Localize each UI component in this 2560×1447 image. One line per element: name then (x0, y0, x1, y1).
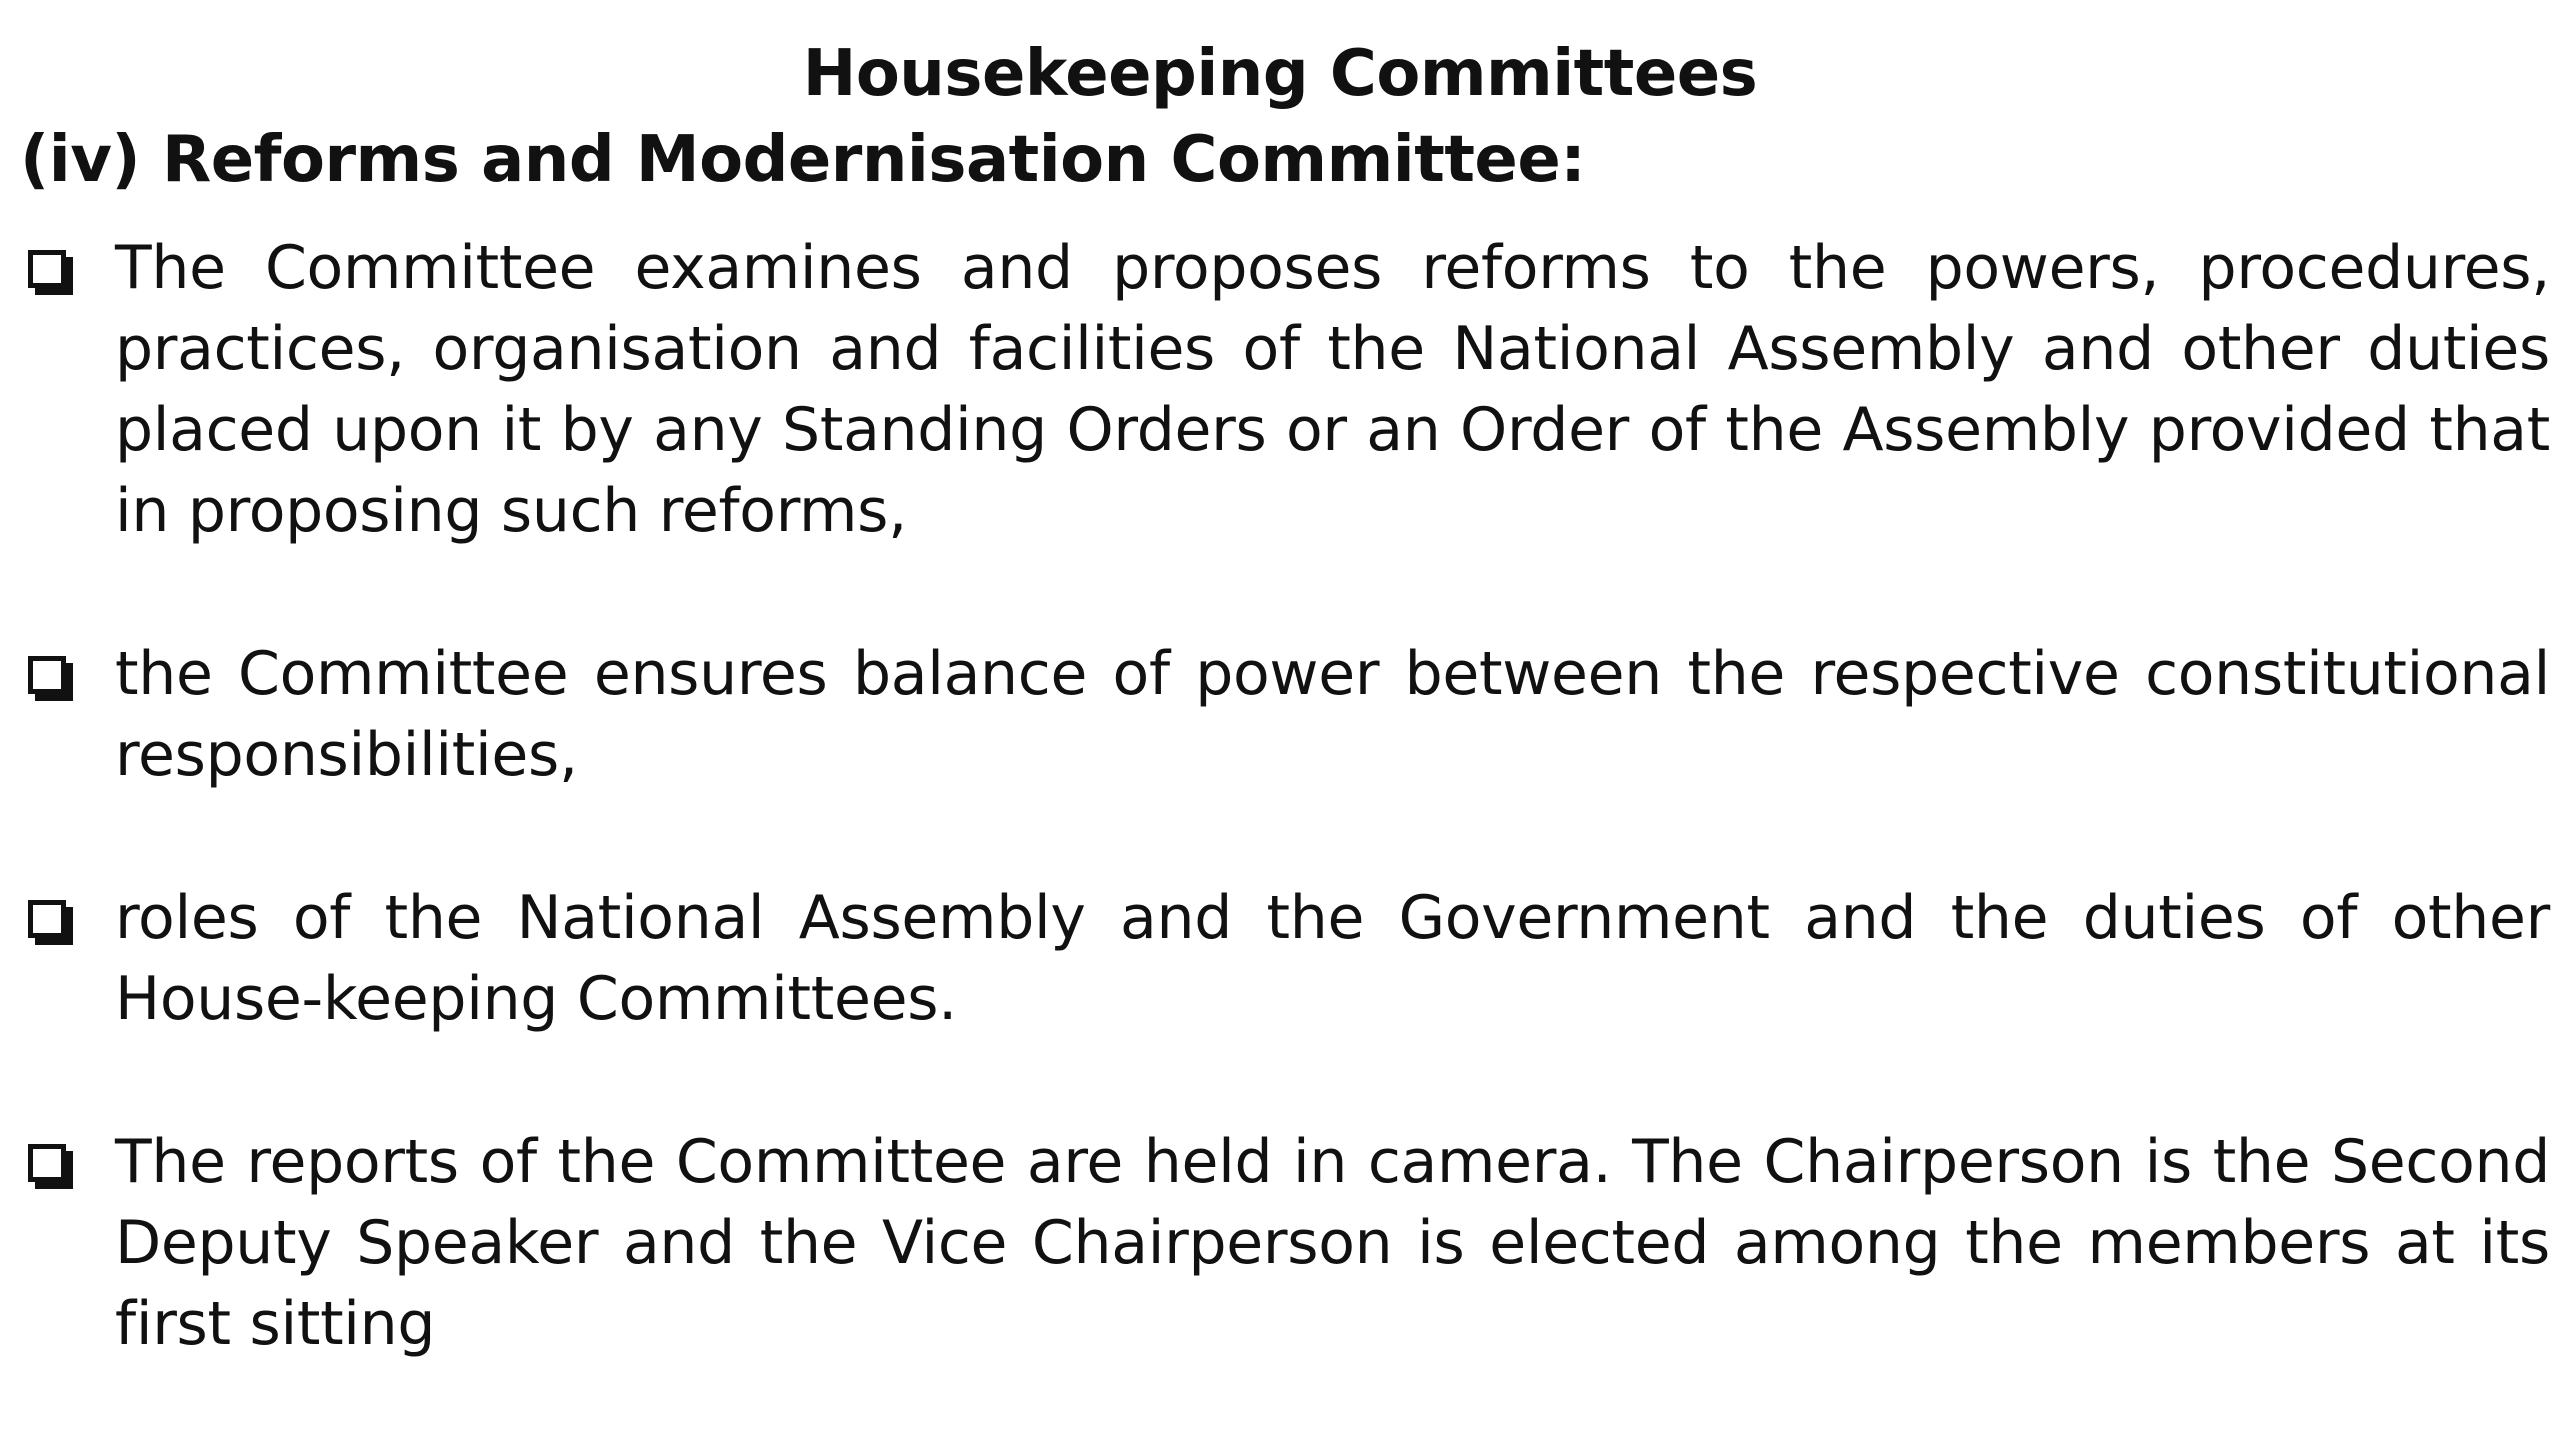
bullet-item (20, 228, 2550, 552)
bullet-text: roles of the National Assembly and the Government and the duties of other House-keeping Committees. (115, 883, 2550, 1034)
bullet-text: the Committee ensures balance of power between the respective constitutional responsibilities, (115, 639, 2550, 790)
checkbox-square-icon (28, 1144, 66, 1182)
section-heading: (iv) Reforms and Modernisation Committee: (20, 123, 1586, 197)
bullet-item (20, 878, 2550, 1040)
bullet-text: The reports of the Committee are held in camera. The Chairperson is the Second Deputy Speaker and the Vice Chairperson is elected among the members at its first sitting (115, 1127, 2550, 1359)
checkbox-square-icon (28, 900, 66, 938)
bullet-list (20, 228, 2550, 1447)
bullet-item (20, 634, 2550, 796)
checkbox-square-icon (28, 656, 66, 694)
bullet-text: The Committee examines and proposes reforms to the powers, procedures, practices, organisation and facilities of the National Assembly and other duties placed upon it by any Standing Orders or an Order of the Assembly provided that in proposing such reforms, (115, 233, 2550, 546)
slide-title: Housekeeping Committees (802, 37, 1758, 111)
checkbox-square-icon (28, 250, 66, 288)
bullet-item (20, 1122, 2550, 1365)
